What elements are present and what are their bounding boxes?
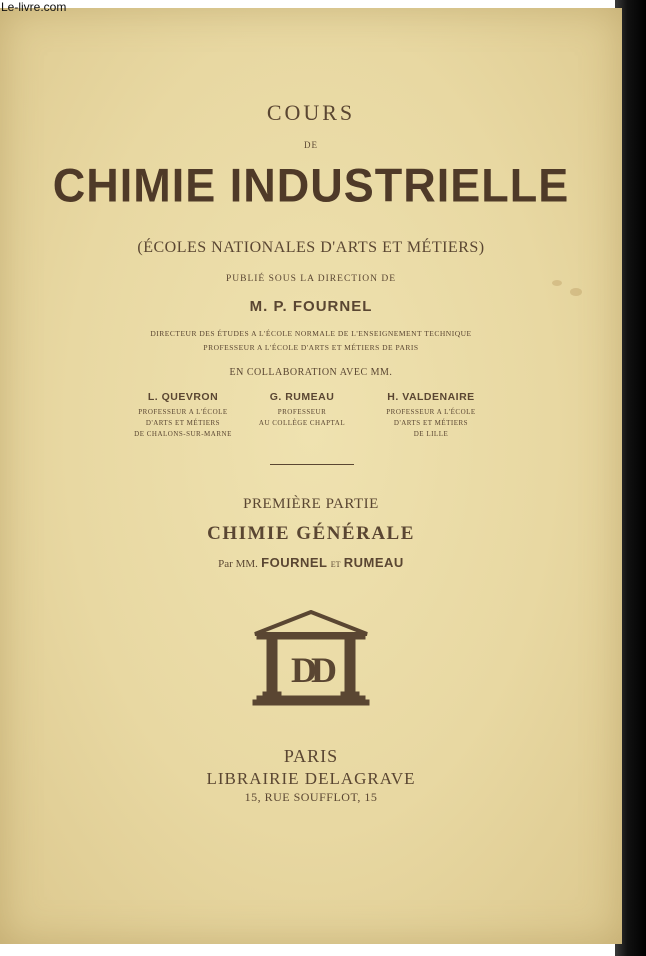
publisher-name: LIBRAIRIE DELAGRAVE (206, 769, 416, 788)
part-heading: PREMIÈRE PARTIE (243, 496, 379, 512)
par-prefix: Par MM. (218, 558, 258, 570)
collaborator-name: H. VALDENAIRE (387, 391, 475, 403)
collaborator-name: L. QUEVRON (147, 391, 219, 403)
watermark-text: Le-livre.com (1, 0, 67, 14)
book-cover (0, 8, 622, 944)
author-fournel: FOURNEL (261, 555, 328, 570)
collaborator-line: PROFESSEUR (277, 408, 327, 416)
book-subtitle: (ÉCOLES NATIONALES D'ARTS ET MÉTIERS) (137, 239, 485, 256)
collaborator-line: D'ARTS ET MÉTIERS (145, 419, 221, 427)
stain (570, 288, 582, 296)
collaborator-name: G. RUMEAU (269, 391, 335, 403)
director-name: M. P. FOURNEL (249, 298, 373, 315)
collaborator-line: PROFESSEUR A L'ÉCOLE (386, 408, 476, 416)
author-rumeau: RUMEAU (343, 555, 404, 570)
volume-title: CHIMIE GÉNÉRALE (207, 523, 415, 544)
book-title: CHIMIE INDUSTRIELLE (52, 158, 570, 213)
et-text: ET (330, 560, 341, 569)
authors-line (0, 555, 622, 571)
director-title-1: DIRECTEUR DES ÉTUDES A L'ÉCOLE NORMALE DE L'ENSEIGNEMENT TECHNIQUE (150, 329, 472, 338)
director-title-2: PROFESSEUR A L'ÉCOLE D'ARTS ET MÉTIERS DE PARIS (203, 343, 419, 352)
logo-letters: DD (291, 650, 331, 690)
collaborator-line: PROFESSEUR A L'ÉCOLE (138, 408, 228, 416)
cours-heading: COURS (266, 100, 356, 125)
publie-text: PUBLIÉ SOUS LA DIRECTION DE (225, 274, 397, 284)
collaborator-line: D'ARTS ET MÉTIERS (393, 419, 469, 427)
de-text: DE (304, 140, 318, 150)
collaborator-line: AU COLLÈGE CHAPTAL (258, 419, 346, 427)
collaborator-line: DE CHALONS-SUR-MARNE (134, 430, 232, 438)
publisher-address: 15, RUE SOUFFLOT, 15 (244, 790, 378, 804)
divider-rule (270, 464, 354, 465)
collaborator-rumeau (227, 391, 377, 429)
collaborator-line: DE LILLE (413, 430, 449, 438)
collaboration-text: EN COLLABORATION AVEC MM. (229, 367, 393, 378)
publisher-temple-logo (251, 610, 371, 708)
publisher-city: PARIS (283, 746, 339, 766)
collaborator-valdenaire (356, 391, 506, 440)
